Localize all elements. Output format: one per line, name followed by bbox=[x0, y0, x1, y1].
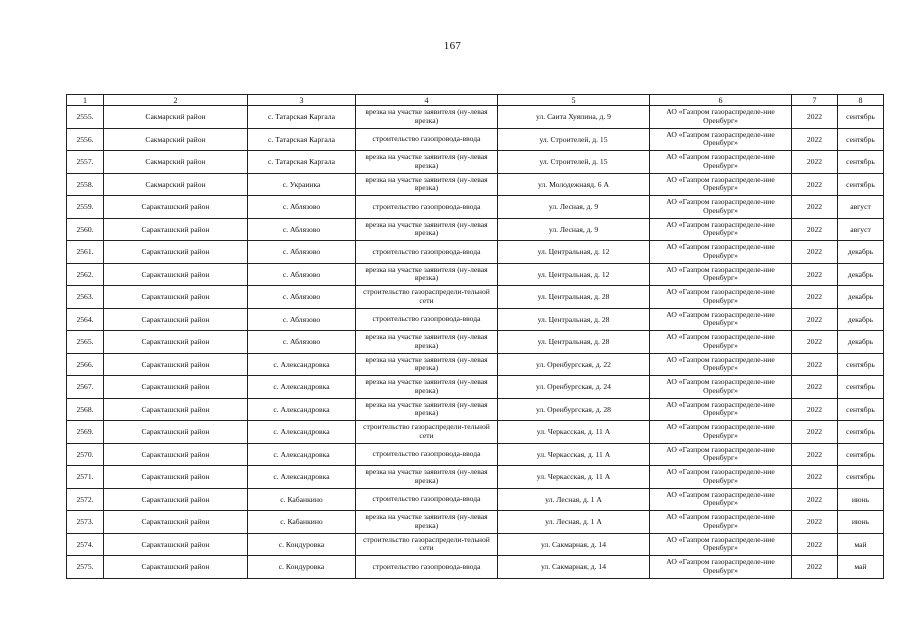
month-cell: сентябрь bbox=[838, 376, 884, 399]
work-type-cell: строительство газопровода-ввода bbox=[356, 308, 498, 331]
work-type-cell: строительство газопровода-ввода bbox=[356, 488, 498, 511]
address-cell: ул. Строителей, д. 15 bbox=[498, 128, 650, 151]
year-cell: 2022 bbox=[792, 218, 838, 241]
address-cell: ул. Центральная, д. 28 bbox=[498, 308, 650, 331]
year-cell: 2022 bbox=[792, 151, 838, 174]
month-cell: сентябрь bbox=[838, 173, 884, 196]
work-type-cell: врезка на участке заявителя (ну-левая врезка) bbox=[356, 173, 498, 196]
settlement-cell: с. Александровка bbox=[248, 376, 356, 399]
table-row bbox=[67, 151, 884, 174]
row-number-cell: 2563. bbox=[67, 286, 104, 309]
district-cell: Саракташский район bbox=[104, 421, 248, 444]
month-cell: декабрь bbox=[838, 308, 884, 331]
month-cell: сентябрь bbox=[838, 443, 884, 466]
district-cell: Саракташский район bbox=[104, 488, 248, 511]
address-cell: ул. Лесная, д. 1 А bbox=[498, 511, 650, 534]
settlement-cell: с. Кабанкино bbox=[248, 488, 356, 511]
work-type-cell: врезка на участке заявителя (ну-левая врезка) bbox=[356, 398, 498, 421]
month-cell: сентябрь bbox=[838, 128, 884, 151]
settlement-cell: с. Аблязово bbox=[248, 286, 356, 309]
year-cell: 2022 bbox=[792, 106, 838, 129]
month-cell: декабрь bbox=[838, 241, 884, 264]
row-number-cell: 2566. bbox=[67, 353, 104, 376]
table-row bbox=[67, 398, 884, 421]
year-cell: 2022 bbox=[792, 241, 838, 264]
table-row bbox=[67, 533, 884, 556]
organization-cell: АО «Газпром газораспределе-ние Оренбург» bbox=[650, 488, 792, 511]
work-type-cell: врезка на участке заявителя (ну-левая врезка) bbox=[356, 106, 498, 129]
month-cell: июнь bbox=[838, 488, 884, 511]
row-number-cell: 2561. bbox=[67, 241, 104, 264]
year-cell: 2022 bbox=[792, 443, 838, 466]
table-row bbox=[67, 218, 884, 241]
year-cell: 2022 bbox=[792, 398, 838, 421]
column-header: 4 bbox=[356, 95, 498, 106]
month-cell: сентябрь bbox=[838, 106, 884, 129]
month-cell: август bbox=[838, 196, 884, 219]
column-header: 1 bbox=[67, 95, 104, 106]
settlement-cell: с. Аблязово bbox=[248, 218, 356, 241]
gasification-table bbox=[66, 94, 884, 579]
organization-cell: АО «Газпром газораспределе-ние Оренбург» bbox=[650, 196, 792, 219]
address-cell: ул. Саита Хуяпина, д. 9 bbox=[498, 106, 650, 129]
table-row bbox=[67, 128, 884, 151]
address-cell: ул. Строителей, д. 15 bbox=[498, 151, 650, 174]
table-row bbox=[67, 241, 884, 264]
work-type-cell: строительство газопровода-ввода bbox=[356, 443, 498, 466]
district-cell: Сакмарский район bbox=[104, 106, 248, 129]
year-cell: 2022 bbox=[792, 533, 838, 556]
organization-cell: АО «Газпром газораспределе-ние Оренбург» bbox=[650, 556, 792, 579]
column-header: 8 bbox=[838, 95, 884, 106]
address-cell: ул. Центральная, д. 12 bbox=[498, 263, 650, 286]
address-cell: ул. Черкасская, д. 11 А bbox=[498, 443, 650, 466]
organization-cell: АО «Газпром газораспределе-ние Оренбург» bbox=[650, 421, 792, 444]
district-cell: Саракташский район bbox=[104, 443, 248, 466]
organization-cell: АО «Газпром газораспределе-ние Оренбург» bbox=[650, 241, 792, 264]
work-type-cell: строительство газопровода-ввода bbox=[356, 556, 498, 579]
page-number: 167 bbox=[443, 40, 462, 52]
district-cell: Саракташский район bbox=[104, 556, 248, 579]
settlement-cell: с. Александровка bbox=[248, 443, 356, 466]
year-cell: 2022 bbox=[792, 376, 838, 399]
table-row bbox=[67, 331, 884, 354]
row-number-cell: 2559. bbox=[67, 196, 104, 219]
row-number-cell: 2557. bbox=[67, 151, 104, 174]
address-cell: ул. Центральная, д. 12 bbox=[498, 241, 650, 264]
district-cell: Саракташский район bbox=[104, 466, 248, 489]
year-cell: 2022 bbox=[792, 308, 838, 331]
district-cell: Саракташский район bbox=[104, 263, 248, 286]
table-row bbox=[67, 421, 884, 444]
address-cell: ул. Молодежнаяд. 6 А bbox=[498, 173, 650, 196]
district-cell: Саракташский район bbox=[104, 376, 248, 399]
year-cell: 2022 bbox=[792, 331, 838, 354]
organization-cell: АО «Газпром газораспределе-ние Оренбург» bbox=[650, 398, 792, 421]
month-cell: август bbox=[838, 218, 884, 241]
address-cell: ул. Черкасская, д. 11 А bbox=[498, 466, 650, 489]
address-cell: ул. Черкасская, д. 11 А bbox=[498, 421, 650, 444]
year-cell: 2022 bbox=[792, 263, 838, 286]
settlement-cell: с. Кондуровка bbox=[248, 556, 356, 579]
work-type-cell: врезка на участке заявителя (ну-левая врезка) bbox=[356, 376, 498, 399]
settlement-cell: с. Аблязово bbox=[248, 331, 356, 354]
work-type-cell: врезка на участке заявителя (ну-левая врезка) bbox=[356, 353, 498, 376]
year-cell: 2022 bbox=[792, 421, 838, 444]
work-type-cell: врезка на участке заявителя (ну-левая врезка) bbox=[356, 331, 498, 354]
row-number-cell: 2569. bbox=[67, 421, 104, 444]
work-type-cell: строительство газораспредели-тельной сети bbox=[356, 421, 498, 444]
work-type-cell: врезка на участке заявителя (ну-левая врезка) bbox=[356, 466, 498, 489]
month-cell: сентябрь bbox=[838, 353, 884, 376]
table-row bbox=[67, 353, 884, 376]
district-cell: Саракташский район bbox=[104, 353, 248, 376]
organization-cell: АО «Газпром газораспределе-ние Оренбург» bbox=[650, 151, 792, 174]
row-number-cell: 2560. bbox=[67, 218, 104, 241]
organization-cell: АО «Газпром газораспределе-ние Оренбург» bbox=[650, 466, 792, 489]
row-number-cell: 2575. bbox=[67, 556, 104, 579]
settlement-cell: с. Татарская Каргала bbox=[248, 106, 356, 129]
organization-cell: АО «Газпром газораспределе-ние Оренбург» bbox=[650, 308, 792, 331]
work-type-cell: строительство газораспредели-тельной сети bbox=[356, 533, 498, 556]
district-cell: Саракташский район bbox=[104, 218, 248, 241]
address-cell: ул. Оренбургская, д. 22 bbox=[498, 353, 650, 376]
address-cell: ул. Центральная, д. 28 bbox=[498, 331, 650, 354]
settlement-cell: с. Александровка bbox=[248, 421, 356, 444]
address-cell: ул. Оренбургская, д. 28 bbox=[498, 398, 650, 421]
settlement-cell: с. Аблязово bbox=[248, 308, 356, 331]
column-header: 2 bbox=[104, 95, 248, 106]
settlement-cell: с. Кабанкино bbox=[248, 511, 356, 534]
settlement-cell: с. Аблязово bbox=[248, 263, 356, 286]
district-cell: Сакмарский район bbox=[104, 128, 248, 151]
address-cell: ул. Лесная, д. 1 А bbox=[498, 488, 650, 511]
district-cell: Саракташский район bbox=[104, 511, 248, 534]
column-header: 6 bbox=[650, 95, 792, 106]
column-header: 5 bbox=[498, 95, 650, 106]
row-number-cell: 2564. bbox=[67, 308, 104, 331]
table-row bbox=[67, 376, 884, 399]
table-body bbox=[67, 106, 884, 579]
organization-cell: АО «Газпром газораспределе-ние Оренбург» bbox=[650, 286, 792, 309]
organization-cell: АО «Газпром газораспределе-ние Оренбург» bbox=[650, 173, 792, 196]
district-cell: Саракташский район bbox=[104, 308, 248, 331]
month-cell: декабрь bbox=[838, 331, 884, 354]
district-cell: Саракташский район bbox=[104, 533, 248, 556]
row-number-cell: 2574. bbox=[67, 533, 104, 556]
row-number-cell: 2572. bbox=[67, 488, 104, 511]
address-cell: ул. Сакмарная, д. 14 bbox=[498, 556, 650, 579]
year-cell: 2022 bbox=[792, 286, 838, 309]
settlement-cell: с. Украинка bbox=[248, 173, 356, 196]
year-cell: 2022 bbox=[792, 556, 838, 579]
month-cell: декабрь bbox=[838, 263, 884, 286]
district-cell: Сакмарский район bbox=[104, 173, 248, 196]
settlement-cell: с. Александровка bbox=[248, 353, 356, 376]
month-cell: сентябрь bbox=[838, 421, 884, 444]
work-type-cell: строительство газопровода-ввода bbox=[356, 128, 498, 151]
month-cell: сентябрь bbox=[838, 466, 884, 489]
month-cell: июнь bbox=[838, 511, 884, 534]
year-cell: 2022 bbox=[792, 173, 838, 196]
table-row bbox=[67, 488, 884, 511]
table-row bbox=[67, 173, 884, 196]
year-cell: 2022 bbox=[792, 488, 838, 511]
table-row bbox=[67, 511, 884, 534]
settlement-cell: с. Александровка bbox=[248, 466, 356, 489]
table-row bbox=[67, 196, 884, 219]
district-cell: Саракташский район bbox=[104, 241, 248, 264]
month-cell: декабрь bbox=[838, 286, 884, 309]
row-number-cell: 2565. bbox=[67, 331, 104, 354]
organization-cell: АО «Газпром газораспределе-ние Оренбург» bbox=[650, 218, 792, 241]
column-header: 3 bbox=[248, 95, 356, 106]
settlement-cell: с. Александровка bbox=[248, 398, 356, 421]
table-row bbox=[67, 106, 884, 129]
settlement-cell: с. Татарская Каргала bbox=[248, 128, 356, 151]
work-type-cell: врезка на участке заявителя (ну-левая врезка) bbox=[356, 218, 498, 241]
organization-cell: АО «Газпром газораспределе-ние Оренбург» bbox=[650, 376, 792, 399]
table-row bbox=[67, 466, 884, 489]
year-cell: 2022 bbox=[792, 466, 838, 489]
organization-cell: АО «Газпром газораспределе-ние Оренбург» bbox=[650, 263, 792, 286]
organization-cell: АО «Газпром газораспределе-ние Оренбург» bbox=[650, 106, 792, 129]
column-header: 7 bbox=[792, 95, 838, 106]
month-cell: сентябрь bbox=[838, 398, 884, 421]
district-cell: Саракташский район bbox=[104, 398, 248, 421]
table-row bbox=[67, 443, 884, 466]
district-cell: Саракташский район bbox=[104, 286, 248, 309]
address-cell: ул. Сакмарная, д. 14 bbox=[498, 533, 650, 556]
organization-cell: АО «Газпром газораспределе-ние Оренбург» bbox=[650, 331, 792, 354]
table-row bbox=[67, 308, 884, 331]
work-type-cell: строительство газопровода-ввода bbox=[356, 241, 498, 264]
organization-cell: АО «Газпром газораспределе-ние Оренбург» bbox=[650, 443, 792, 466]
year-cell: 2022 bbox=[792, 353, 838, 376]
work-type-cell: врезка на участке заявителя (ну-левая врезка) bbox=[356, 511, 498, 534]
row-number-cell: 2567. bbox=[67, 376, 104, 399]
organization-cell: АО «Газпром газораспределе-ние Оренбург» bbox=[650, 128, 792, 151]
row-number-cell: 2556. bbox=[67, 128, 104, 151]
row-number-cell: 2568. bbox=[67, 398, 104, 421]
year-cell: 2022 bbox=[792, 196, 838, 219]
district-cell: Саракташский район bbox=[104, 331, 248, 354]
column-number-row bbox=[67, 95, 884, 106]
work-type-cell: врезка на участке заявителя (ну-левая врезка) bbox=[356, 151, 498, 174]
work-type-cell: врезка на участке заявителя (ну-левая врезка) bbox=[356, 263, 498, 286]
settlement-cell: с. Аблязово bbox=[248, 241, 356, 264]
district-cell: Сакмарский район bbox=[104, 151, 248, 174]
settlement-cell: с. Кондуровка bbox=[248, 533, 356, 556]
settlement-cell: с. Аблязово bbox=[248, 196, 356, 219]
work-type-cell: строительство газопровода-ввода bbox=[356, 196, 498, 219]
table-row bbox=[67, 263, 884, 286]
year-cell: 2022 bbox=[792, 511, 838, 534]
month-cell: май bbox=[838, 533, 884, 556]
row-number-cell: 2555. bbox=[67, 106, 104, 129]
year-cell: 2022 bbox=[792, 128, 838, 151]
address-cell: ул. Лесная, д. 9 bbox=[498, 196, 650, 219]
organization-cell: АО «Газпром газораспределе-ние Оренбург» bbox=[650, 353, 792, 376]
table-row bbox=[67, 286, 884, 309]
row-number-cell: 2573. bbox=[67, 511, 104, 534]
address-cell: ул. Оренбургская, д. 24 bbox=[498, 376, 650, 399]
row-number-cell: 2571. bbox=[67, 466, 104, 489]
month-cell: май bbox=[838, 556, 884, 579]
table-row bbox=[67, 556, 884, 579]
organization-cell: АО «Газпром газораспределе-ние Оренбург» bbox=[650, 533, 792, 556]
organization-cell: АО «Газпром газораспределе-ние Оренбург» bbox=[650, 511, 792, 534]
row-number-cell: 2562. bbox=[67, 263, 104, 286]
month-cell: сентябрь bbox=[838, 151, 884, 174]
work-type-cell: строительство газораспредели-тельной сети bbox=[356, 286, 498, 309]
row-number-cell: 2558. bbox=[67, 173, 104, 196]
address-cell: ул. Лесная, д. 9 bbox=[498, 218, 650, 241]
row-number-cell: 2570. bbox=[67, 443, 104, 466]
address-cell: ул. Центральная, д. 28 bbox=[498, 286, 650, 309]
settlement-cell: с. Татарская Каргала bbox=[248, 151, 356, 174]
district-cell: Саракташский район bbox=[104, 196, 248, 219]
